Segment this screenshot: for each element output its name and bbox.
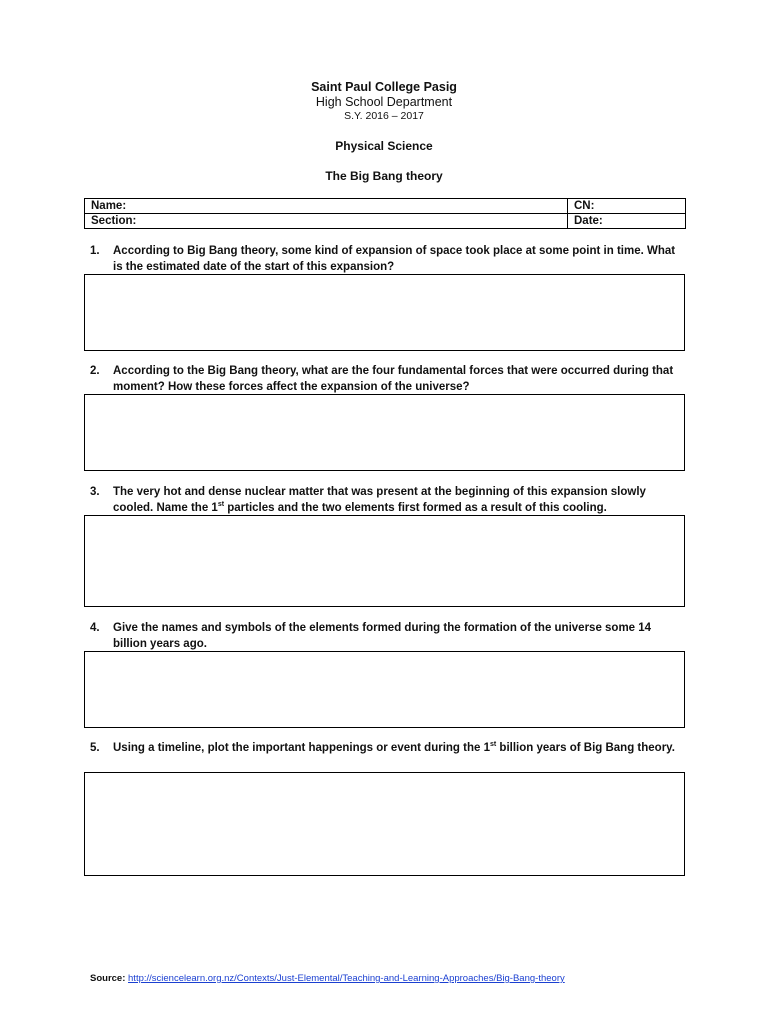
- section-label: Section:: [91, 215, 137, 227]
- answer-box-5[interactable]: [84, 772, 685, 876]
- answer-box-4[interactable]: [84, 651, 685, 728]
- question-number: 2.: [90, 365, 100, 377]
- question-text-part-b: particles and the two elements first formed as a result of this cooling.: [224, 501, 607, 514]
- cn-label: CN:: [574, 200, 595, 212]
- school-year: S.Y. 2016 – 2017: [344, 110, 424, 122]
- date-label: Date:: [574, 215, 603, 227]
- name-field[interactable]: [85, 199, 568, 214]
- subject-title: Physical Science: [335, 139, 433, 153]
- worksheet-title: The Big Bang theory: [325, 169, 443, 183]
- date-field[interactable]: [568, 214, 686, 229]
- school-name: Saint Paul College Pasig: [311, 80, 457, 94]
- question-text-part-b: billion years of Big Bang theory.: [496, 742, 675, 754]
- cn-field[interactable]: [568, 199, 686, 214]
- answer-box-2[interactable]: [84, 394, 685, 471]
- source-link[interactable]: http://sciencelearn.org.nz/Contexts/Just-Elemental/Teaching-and-Learning-Approaches/Big-Bang-theory: [128, 973, 565, 984]
- question-text-part-a: The very hot and dense nuclear matter that was present at the beginning of this expansion slowly cooled. Name the 1: [113, 486, 646, 514]
- question-number: 4.: [90, 622, 100, 634]
- department-name: High School Department: [315, 95, 453, 109]
- name-label: Name:: [91, 200, 127, 212]
- ordinal-suffix: st: [489, 741, 497, 749]
- section-field[interactable]: [85, 214, 568, 229]
- answer-box-3[interactable]: [84, 515, 685, 607]
- question-text: According to Big Bang theory, some kind of expansion of space took place at some point in time. What is the estimated date of the start of this expansion?: [113, 245, 676, 273]
- question-text: According to the Big Bang theory, what are the four fundamental forces that were occurred during that moment? How these forces affect the expansion of the universe?: [113, 365, 674, 393]
- question-number: 1.: [90, 245, 100, 257]
- source-citation: [90, 973, 565, 984]
- question-number: 3.: [90, 486, 100, 498]
- question-text: Give the names and symbols of the elements formed during the formation of the universe some 14 billion years ago.: [113, 622, 652, 650]
- answer-box-1[interactable]: [84, 274, 685, 351]
- question-text: [113, 485, 683, 516]
- student-info-table: [84, 198, 686, 229]
- question-number: 5.: [90, 742, 100, 754]
- question-text-part-a: Using a timeline, plot the important happenings or event during the 1: [113, 742, 490, 754]
- question-text: [113, 741, 683, 757]
- source-label: Source:: [90, 973, 126, 984]
- ordinal-suffix: st: [217, 500, 225, 508]
